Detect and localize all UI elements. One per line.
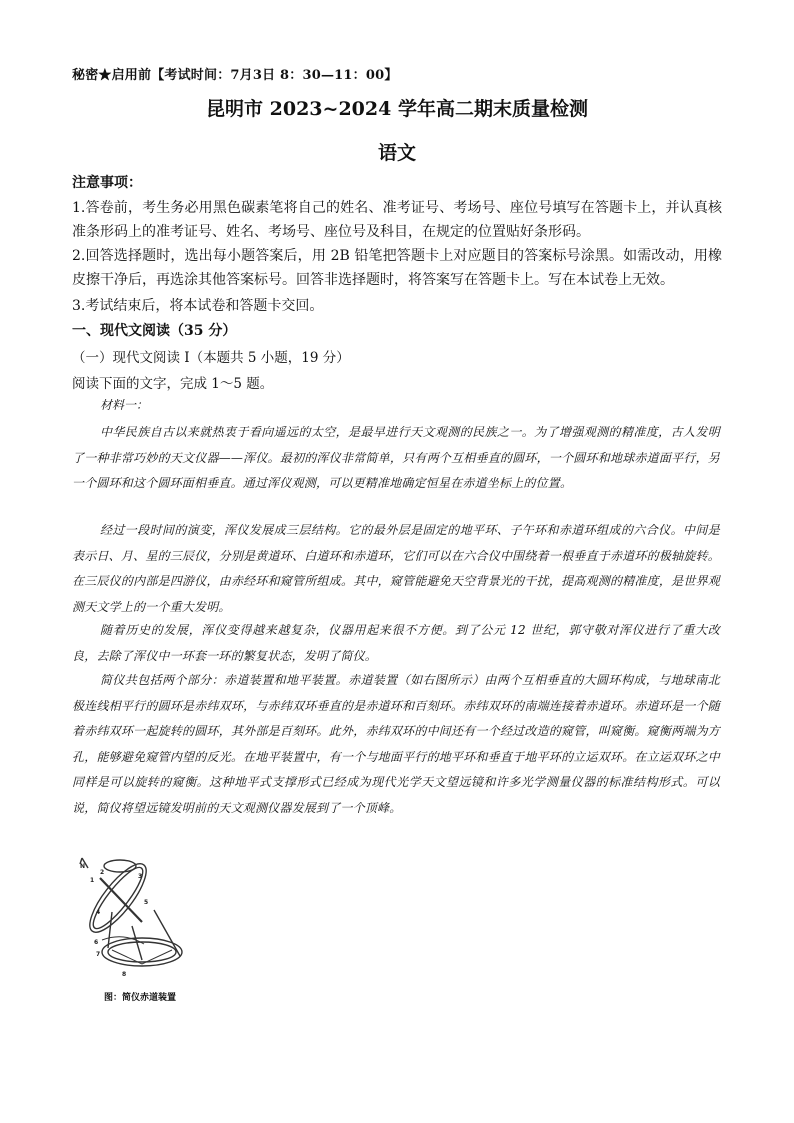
subsection-heading: （一）现代文阅读 I（本题共 5 小题，19 分） (72, 350, 350, 366)
figure-caption: 图：简仪赤道装置 (104, 992, 177, 1002)
subject-title: 语文 (377, 142, 416, 164)
figure-label-5: 5 (144, 899, 149, 906)
exam-title: 昆明市 2023~2024 学年高二期末质量检测 (206, 98, 588, 120)
equatorial-device-illustration (72, 852, 212, 982)
figure-label-6: 6 (94, 939, 99, 946)
figure-label-8: 8 (122, 971, 127, 978)
reading-instruction: 阅读下面的文字，完成 1～5 题。 (72, 376, 274, 392)
material-paragraph: 中华民族自古以来就热衷于看向遥远的太空，是最早进行天文观测的民族之一。为了增强观测的精准度，古人发明了一种非常巧妙的天文仪器——浑仪。最初的浑仪非常简单，只有两个互相垂直的圆环，一个圆环和地球赤道面平行，另一个圆环和这个圆环面相垂直。通过浑仪观测，可以更精准地确定恒星在赤道坐标上的位置。 (72, 425, 720, 491)
material-label: 材料一： (100, 398, 149, 412)
compass-label: N (80, 863, 86, 870)
material-paragraph: 经过一段时间的演变，浑仪发展成三层结构。它的最外层是固定的地平环、子午环和赤道环组成的六合仪。中间是表示日、月、星的三辰仪，分别是黄道环、白道环和赤道环，它们可以在六合仪中围绕着一根垂直于赤道环的极轴旋转。在三辰仪的内部是四游仪，由赤经环和窥管所组成。其中，窥管能避免天空背景光的干扰，提高观测的精准度，是世界观测天文学上的一个重大发明。 (72, 523, 720, 614)
confidential-notice: 秘密★启用前【考试时间：7月3日 8：30—11：00】 (72, 68, 398, 83)
note-item: 1.答卷前，考生务必用黑色碳素笔将自己的姓名、准考证号、考场号、座位号填写在答题卡上，并认真核准条形码上的准考证号、姓名、考场号、座位号及科目，在规定的位置贴好条形码。 (72, 200, 722, 240)
figure-label-3: 3 (138, 873, 143, 880)
figure-label-4: 4 (96, 909, 101, 916)
top-ring (104, 860, 136, 872)
section-heading: 一、现代文阅读（35 分） (72, 323, 237, 339)
material-paragraph: 简仪共包括两个部分：赤道装置和地平装置。赤道装置（如右图所示）由两个互相垂直的大圆环构成，与地球南北极连线相平行的圆环是赤纬双环，与赤纬双环垂直的是赤道环和百刻环。赤纬双环的南端连接着赤道环。赤道环是一个随着赤纬双环一起旋转的圆环，其外部是百刻环。此外，赤纬双环的中间还有一个经过改造的窥管，叫窥衡。窥衡两端为方孔，能够避免窥管内望的反光。在地平装置中，有一个与地面平行的地平环和垂直于地平环的立运双环。在立运双环之中同样是可以旋转的窥衡。这种地平式支撑形式已经成为现代光学天文望远镜和许多光学测量仪器的标准结构形式。可以说，简仪将望远镜发明前的天文观测仪器发展到了一个顶峰。 (72, 673, 720, 815)
material-paragraph: 随着历史的发展，浑仪变得越来越复杂，仪器用起来很不方便。到了公元 12 世纪，郭守敬对浑仪进行了重大改良，去除了浑仪中一环套一环的繁复状态，发明了简仪。 (72, 623, 720, 663)
note-item: 3.考试结束后，将本试卷和答题卡交回。 (72, 298, 324, 314)
figure-label-2: 2 (100, 869, 105, 876)
figure-label-7: 7 (96, 951, 101, 958)
figure-label-1: 1 (90, 877, 95, 884)
note-item: 2.回答选择题时，选出每小题答案后，用 2B 铅笔把答题卡上对应题目的答案标号涂黑。如需改动，用橡皮擦干净后，再选涂其他答案标号。回答非选择题时，将答案写在答题卡上。写在本试卷上无效。 (72, 248, 722, 288)
notes-heading: 注意事项： (72, 175, 142, 191)
